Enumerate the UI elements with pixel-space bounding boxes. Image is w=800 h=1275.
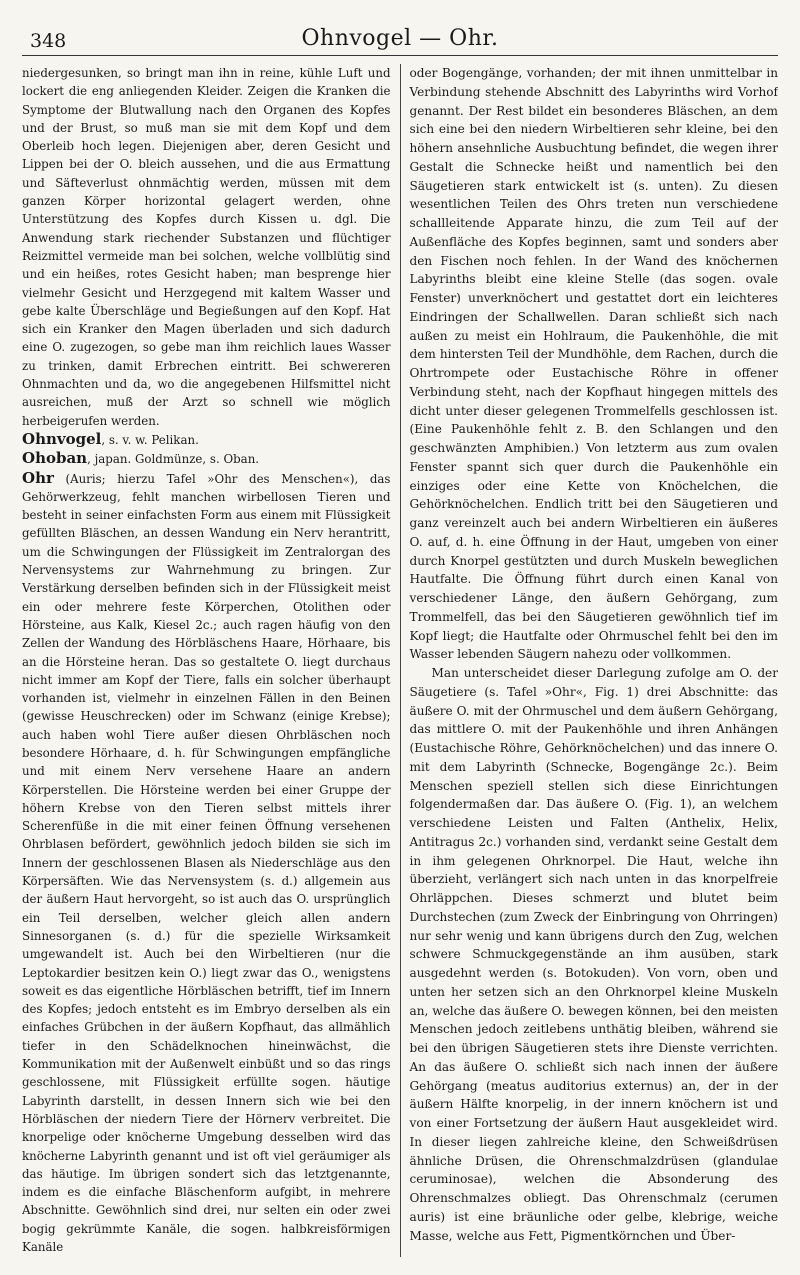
headword-ohoban: Ohoban (22, 449, 88, 468)
paragraph-ohr-saeugetiere: Man unterscheidet dieser Darlegung zufolge am O. der Säugetiere (s. Tafel »Ohr«, Fig. 1) drei Abschnitte: das äußere O. mit der Ohrmuschel und dem äußern Gehörgang, das mittlere O. mit der Paukenhöhle und ihren Anhängen (Eustachische Röhre, Gehörknöchelchen) und das innere O. mit dem Labyrinth (Schnecke, Bogengänge 2c.). Beim Menschen speziell stellen sich diese Einrichtungen folgendermaßen dar. Das äußere O. (Fig. 1), an welchem verschiedene Leisten und Falten (Anthelix, Helix, Antitragus 2c.) vorhanden sind, verdankt seine Gestalt dem in ihm gelegenen Ohrknorpel. Die Haut, welche ihn überzieht, verlängert sich nach unten in das knorpelfreie Ohrläppchen. Dieses schmerzt und blutet beim Durchstechen (zum Zweck der Einbringung von Ohrringen) nur sehr wenig und kann übrigens durch den Zug, welchen schwere Schmuckgegenstände an ihm ausüben, stark ausgedehnt werden (s. Botokuden). Von vorn, oben und unten her setzen sich an den Ohrknorpel kleine Muskeln an, welche das äußere O. bewegen können, bei den meisten Menschen jedoch zeitlebens unthätig bleiben, während sie bei den übrigen Säugetieren stets ihre Dienste verrichten. An das äußere O. schließt sich nach innen der äußere Gehörgang (meatus auditorius externus) an, der in der äußern Hälfte knorpelig, in der innern knöchern ist und von einer Fortsetzung der äußern Haut ausgekleidet wird. In dieser liegen zahlreiche kleine, den Schweißdrüsen ähnliche Drüsen, die Ohrenschmalzdrüsen (glandulae ceruminosae), welchen die Absonderung des Ohrenschmalzes obliegt. Das Ohrenschmalz (cerumen auris) ist eine bräunliche oder gelbe, klebrige, weiche Masse, welche aus Fett, Pigmentkörnchen und Über- (409, 666, 778, 1243)
header-rule (22, 55, 778, 56)
left-column (22, 64, 400, 1257)
paragraph-ohnmacht-continuation: niedergesunken, so bringt man ihn in reine, kühle Luft und lockert die eng anliegenden Kleider. Zeigen die Kranken die Symptome der Blutwallung nach den Organen des Kopfes und der Brust, so muß man sie mit dem Kopf und dem Oberleib hoch legen. Diejenigen aber, deren Gesicht und Lippen bei der O. bleich aussehen, und die aus Ermattung und Säfteverlust ohnmächtig werden, müssen mit dem ganzen Körper horizontal gelagert werden, ohne Unterstützung des Kopfes durch Kissen u. dgl. Die Anwendung stark riechender Substanzen und flüchtiger Reizmittel vermeide man bei solchen, welche vollblütig sind und ein heißes, rotes Gesicht haben; man besprenge hier vielmehr Gesicht und Herzgegend mit kaltem Wasser und gebe kalte Überschläge und Begießungen auf den Kopf. Hat sich ein Kranker den Magen überladen und sich dadurch eine O. zugezogen, so gebe man ihm reichlich laues Wasser zu trinken, damit Erbrechen eintritt. Bei schwereren Ohnmachten und da, wo die angegebenen Hilfsmittel nicht ausreichen, muß der Arzt so schnell wie möglich herbeigerufen werden. (22, 66, 391, 428)
entry-ohr-text: (Auris; hierzu Tafel »Ohr des Menschen«), das Gehörwerkzeug, fehlt manchen wirbellosen Tieren und besteht in seiner einfachsten Form aus einem mit Flüssigkeit gefüllten Bläschen, an dessen Wandung ein Nerv herantritt, um die Schwingungen der Flüssigkeit im Zentralorgan des Nervensystems zur Wahrnehmung zu bringen. Zur Verstärkung derselben befinden sich in der Flüssigkeit meist ein oder mehrere feste Körperchen, Otolithen oder Hörsteine, aus Kalk, Kiesel 2c.; auch ragen häufig von den Zellen der Wandung des Hörbläschens Haare, Hörhaare, bis an die Hörsteine heran. Das so gestaltete O. liegt durchaus nicht immer am Kopf der Tiere, falls ein solcher überhaupt vorhanden ist, vielmehr in einzelnen Fällen in den Beinen (gewisse Heuschrecken) oder im Schwanz (einige Krebse); auch haben wohl Tiere außer diesen Ohrbläschen noch besondere Hörhaare, d. h. für Schwingungen empfängliche und mit einem Nerv versehene Haare an andern Körperstellen. Die Hörsteine werden bei einer Gruppe der höhern Krebse von den Tieren selbst mittels ihrer Scherenfüße in die mit einer feinen Öffnung versehenen Ohrblasen befördert, gewöhnlich jedoch bilden sie sich im Innern der geschlossenen Blasen als Niederschläge aus den Körpersäften. Wie das Nervensystem (s. d.) allgemein aus der äußern Haut hervorgeht, so ist auch das O. ursprünglich ein Teil derselben, welcher gleich allen andern Sinnesorganen (s. d.) für die spezielle Wirksamkeit umgewandelt ist. Auch bei den Wirbeltieren (nur die Leptokardier besitzen kein O.) liegt zwar das O., wenigstens soweit es das eigentliche Hörbläschen betrifft, tief im Innern des Kopfes; jedoch entsteht es im Embryo derselben als ein einfaches Grübchen in der äußern Kopfhaut, das allmählich tiefer in den Schädelknochen hineinwächst, die Kommunikation mit der Außenwelt einbüßt und so das rings geschlossene, mit Flüssigkeit erfüllte sogen. häutige Labyrinth darstellt, in dessen Innern sich wie bei den Hörbläschen der niedern Tiere der Hörnerv verbreitet. Die knorpelige oder knöcherne Umgebung desselben wird das knöcherne Labyrinth genannt und ist oft viel geräumiger als das häutige. Im übrigen sondert sich das letztgenannte, indem es die einfache Bläschenform aufgibt, in mehrere Abschnitte. Gewöhnlich sind drei, nur selten ein oder zwei bogig gekrümmte Kanäle, die sogen. halbkreisförmigen Kanäle (22, 471, 391, 1254)
entry-ohnvogel-text: , s. v. w. Pelikan. (101, 432, 199, 447)
page-number: 348 (30, 30, 67, 52)
page-header (22, 24, 778, 54)
entry-ohr (22, 469, 391, 1257)
text-columns (22, 64, 778, 1257)
headword-ohr: Ohr (22, 468, 54, 487)
entry-ohnvogel (22, 430, 391, 449)
right-column (401, 64, 779, 1257)
paragraph-ohr-continuation: oder Bogengänge, vorhanden; der mit ihnen unmittelbar in Verbindung stehende Abschnitt des Labyrinths wird Vorhof genannt. Der Rest bildet ein besonderes Bläschen, an dem sich eine bei den niedern Wirbeltieren sehr kleine, bei den höhern ansehnliche Ausbuchtung befindet, die wegen ihrer Gestalt die Schnecke heißt und namentlich bei den Säugetieren stark entwickelt ist (s. unten). Zu diesen wesentlichen Teilen des Ohrs treten nun verschiedene schallleitende Apparate hinzu, die zum Teil auf der Außenfläche des Kopfes beginnen, samt und sonders aber den Fischen noch fehlen. In der Wand des knöchernen Labyrinths bleibt eine kleine Stelle (das sogen. ovale Fenster) unverknöchert und gestattet dort ein leichteres Eindringen der Schallwellen. Daran schließt sich nach außen zu meist ein Hohlraum, die Paukenhöhle, die mit dem hintersten Teil der Mundhöhle, dem Rachen, durch die Ohrtrompete oder Eustachische Röhre in offener Verbindung steht, nach der Kopfhaut hingegen mittels des dicht unter dieser gelegenen Trommelfells geschlossen ist. (Eine Paukenhöhle fehlt z. B. den Schlangen und den geschwänzten Amphibien.) Von letzterm aus zum ovalen Fenster spannt sich quer durch die Paukenhöhle ein einziges oder eine Kette von Knöchelchen, die Gehörknöchelchen. Endlich tritt bei den Säugetieren und ganz vereinzelt auch bei andern Wirbeltieren ein äußeres O. auf, d. h. eine Öffnung in der Haut, umgeben von einer durch Knorpel gestützten und durch Muskeln beweglichen Hautfalte. Die Öffnung führt durch einen Kanal von verschiedener Länge, den äußern Gehörgang, zum Trommelfell, das bei den Säugetieren gewöhnlich tief im Kopf liegt; die Hautfalte oder Ohrmuschel fehlt bei den im Wasser lebenden Säugern nahezu oder vollkommen. (409, 66, 778, 662)
entry-ohoban (22, 449, 391, 468)
headword-ohnvogel: Ohnvogel (22, 429, 102, 448)
running-head: Ohnvogel — Ohr. (301, 26, 499, 51)
entry-ohoban-text: , japan. Goldmünze, s. Oban. (87, 452, 260, 467)
